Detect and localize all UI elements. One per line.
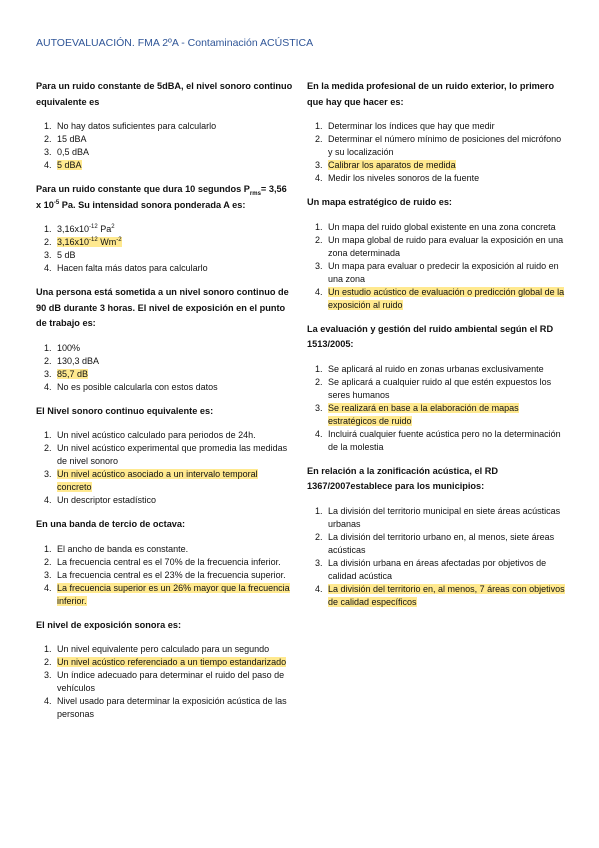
option-text: Un mapa global de ruido para evaluar la exposición en una zona determinada — [328, 234, 564, 258]
option-text: Un índice adecuado para determinar el ruido del paso de vehículos — [57, 670, 285, 693]
answer-option-correct — [307, 159, 565, 172]
option-number: 3. — [44, 147, 52, 157]
option-text: No es posible calcularla con estos datos — [57, 381, 218, 392]
option-text: La división del territorio en, al menos, 7 áreas con objetivos de calidad específicos — [328, 583, 565, 607]
option-number: 4. — [44, 582, 52, 593]
option-number: 4. — [315, 286, 323, 297]
question-text-part: -5 — [53, 199, 60, 206]
option-number: 2. — [44, 657, 52, 667]
question-block — [36, 285, 294, 394]
answer-option — [36, 355, 294, 368]
option-text: Determinar el número mínimo de posiciones del micrófono y su localización — [328, 134, 562, 157]
question-text: Para un ruido constante de 5dBA, el nivel sonoro continuo equivalente es — [36, 81, 293, 107]
answer-list — [36, 643, 294, 721]
option-number: 2. — [315, 376, 323, 387]
answer-option — [36, 133, 294, 146]
question-text: En la medida profesional de un ruido exterior, lo primero que hay que hacer es: — [307, 81, 555, 107]
question-text: El Nivel sonoro continuo equivalente es: — [36, 405, 214, 416]
left-column — [36, 79, 294, 731]
option-text: Un nivel acústico asociado a un intervalo temporal concreto — [57, 469, 258, 492]
document-title: AUTOEVALUACIÓN. FMA 2ºA - Contaminación ACÚSTICA — [36, 37, 314, 49]
answer-list — [36, 429, 294, 507]
answer-option-correct — [36, 368, 294, 381]
answer-option — [36, 543, 294, 556]
option-text — [57, 224, 115, 234]
option-text: Un nivel acústico calculado para periodos de 24h. — [57, 430, 256, 440]
question-text: Una persona está sometida a un nivel sonoro continuo de 90 dB durante 3 horas. El nivel de exposición en el punto de trabajo es: — [36, 287, 289, 328]
option-text: Calibrar los aparatos de medida — [328, 160, 456, 170]
option-number: 3. — [44, 469, 52, 479]
option-text: Un nivel acústico referenciado a un tiempo estandarizado — [57, 657, 287, 667]
answer-option — [36, 120, 294, 133]
question-text-part: rms — [249, 190, 261, 197]
question-text: En relación a la zonificación acústica, el RD 1367/2007establece para los municipios: — [307, 465, 498, 491]
option-number: 4. — [315, 173, 323, 183]
question-text-part: Pa. Su intensidad sonora ponderada A es: — [59, 199, 246, 210]
answer-option — [36, 381, 294, 394]
option-text: 15 dBA — [57, 134, 87, 144]
option-text — [57, 237, 122, 247]
answer-list — [36, 120, 294, 172]
option-number: 3. — [315, 557, 323, 568]
question-text: En una banda de tercio de octava: — [36, 519, 186, 529]
question-text: Un mapa estratégico de ruido es: — [307, 197, 452, 207]
option-number: 4. — [315, 583, 323, 594]
answer-option-correct — [36, 468, 294, 494]
answer-option — [36, 146, 294, 159]
question-block — [307, 322, 565, 454]
option-text: 5 dB — [57, 250, 76, 260]
question-text — [36, 182, 294, 213]
option-number: 4. — [44, 696, 52, 706]
question-block — [307, 195, 565, 312]
option-number: 1. — [44, 543, 52, 554]
option-text-part: -2 — [116, 237, 122, 243]
option-number: 3. — [44, 569, 52, 580]
option-number: 2. — [44, 237, 52, 247]
answer-option — [36, 262, 294, 275]
answer-option — [307, 428, 565, 454]
option-number: 1. — [315, 505, 323, 516]
answer-option — [36, 494, 294, 507]
option-text: El ancho de banda es constante. — [57, 543, 189, 554]
option-number: 3. — [315, 160, 323, 170]
answer-option — [307, 505, 565, 531]
option-text: Se aplicará al ruido en zonas urbanas exclusivamente — [328, 363, 544, 374]
option-number: 2. — [44, 443, 52, 453]
option-text: Se aplicará a cualquier ruido al que estén expuestos los seres humanos — [328, 376, 552, 400]
question-block — [36, 404, 294, 508]
option-number: 1. — [315, 221, 323, 232]
option-text-part: Wm — [97, 237, 117, 247]
answer-option-correct — [307, 402, 565, 428]
answer-list — [307, 363, 565, 454]
option-text: 100% — [57, 342, 81, 353]
option-text-part: 3,16x10 — [57, 237, 90, 247]
option-number: 2. — [315, 134, 323, 144]
question-block — [36, 517, 294, 608]
option-text: Un estudio acústico de evaluación o predicción global de la exposición al ruido — [328, 286, 565, 310]
answer-list — [307, 505, 565, 609]
option-number: 3. — [44, 368, 52, 379]
answer-option — [307, 376, 565, 402]
option-text-part: 3,16x10 — [57, 224, 90, 234]
option-number: 3. — [44, 670, 52, 680]
option-text: Un mapa del ruido global existente en una zona concreta — [328, 221, 556, 232]
option-text: La frecuencia central es el 23% de la frecuencia superior. — [57, 569, 286, 580]
answer-option-correct — [36, 656, 294, 669]
option-text-part: -12 — [89, 224, 98, 230]
option-text: Un nivel equivalente pero calculado para un segundo — [57, 644, 270, 654]
option-text: Un mapa para evaluar o predecir la exposición al ruido en una zona — [328, 260, 559, 284]
answer-list — [36, 342, 294, 394]
question-block — [36, 79, 294, 172]
option-number: 1. — [44, 644, 52, 654]
option-text: 0,5 dBA — [57, 147, 90, 157]
answer-option — [36, 249, 294, 262]
answer-list — [36, 543, 294, 608]
option-text: 85,7 dB — [57, 368, 89, 379]
option-text: La división del territorio municipal en siete áreas acústicas urbanas — [328, 505, 561, 529]
right-column — [307, 79, 565, 619]
option-number: 3. — [44, 250, 52, 260]
answer-list — [307, 221, 565, 312]
option-text-part: 2 — [111, 224, 115, 230]
question-block — [36, 182, 294, 275]
option-number: 1. — [44, 342, 52, 353]
answer-option — [36, 669, 294, 695]
question-text: El nivel de exposición sonora es: — [36, 619, 182, 630]
option-text: 130,3 dBA — [57, 355, 100, 366]
answer-option — [36, 569, 294, 582]
option-number: 1. — [44, 430, 52, 440]
option-number: 2. — [44, 134, 52, 144]
option-text: La frecuencia superior es un 26% mayor que la frecuencia inferior. — [57, 582, 290, 606]
answer-option — [36, 556, 294, 569]
option-text: Incluirá cualquier fuente acústica pero no la determinación de la molestia — [328, 428, 561, 452]
option-text: Un nivel acústico experimental que promedia las medidas de nivel sonoro — [57, 443, 288, 466]
answer-option — [36, 429, 294, 442]
option-text: Determinar los índices que hay que medir — [328, 121, 495, 131]
option-text: Nivel usado para determinar la exposición acústica de las personas — [57, 696, 287, 719]
answer-list — [36, 223, 294, 275]
option-number: 3. — [315, 260, 323, 271]
answer-option — [36, 342, 294, 355]
option-text: 5 dBA — [57, 160, 82, 170]
option-number: 4. — [44, 381, 52, 392]
answer-option — [307, 172, 565, 185]
option-number: 1. — [44, 224, 52, 234]
option-text: La frecuencia central es el 70% de la frecuencia inferior. — [57, 556, 281, 567]
question-block — [307, 79, 565, 185]
option-text-part: Pa — [97, 224, 112, 234]
question-text: La evaluación y gestión del ruido ambiental según el RD 1513/2005: — [307, 323, 554, 349]
option-text: La división urbana en áreas afectadas por objetivos de calidad acústica — [328, 557, 547, 581]
answer-option-correct — [36, 582, 294, 608]
answer-option-correct — [36, 159, 294, 172]
option-number: 2. — [44, 556, 52, 567]
option-text: Un descriptor estadístico — [57, 495, 157, 505]
answer-option — [36, 643, 294, 656]
answer-option — [307, 363, 565, 376]
option-number: 2. — [315, 234, 323, 245]
option-text: Se realizará en base a la elaboración de mapas estratégicos de ruido — [328, 402, 519, 426]
answer-option — [307, 260, 565, 286]
option-number: 1. — [44, 121, 52, 131]
question-text-part: Para un ruido constante que dura 10 segundos P — [36, 184, 250, 194]
option-number: 4. — [44, 160, 52, 170]
answer-option — [36, 223, 294, 236]
question-text-part: = 3,56 x 10 — [36, 184, 287, 210]
answer-list — [307, 120, 565, 185]
question-block — [307, 464, 565, 609]
answer-option — [36, 442, 294, 468]
option-number: 2. — [315, 531, 323, 542]
answer-option — [307, 133, 565, 159]
question-block — [36, 618, 294, 722]
answer-option — [307, 221, 565, 234]
answer-option — [307, 120, 565, 133]
answer-option — [307, 531, 565, 557]
option-number: 4. — [44, 263, 52, 273]
option-text: No hay datos suficientes para calcularlo — [57, 121, 217, 131]
answer-option — [36, 695, 294, 721]
answer-option — [307, 234, 565, 260]
option-text: La división del territorio urbano en, al menos, siete áreas acústicas — [328, 531, 555, 555]
option-number: 4. — [315, 428, 323, 439]
answer-option — [307, 557, 565, 583]
answer-option-correct — [36, 236, 294, 249]
option-number: 2. — [44, 355, 52, 366]
option-number: 1. — [315, 363, 323, 374]
option-number: 1. — [315, 121, 323, 131]
option-number: 4. — [44, 495, 52, 505]
option-text-part: -12 — [89, 237, 98, 243]
answer-option-correct — [307, 286, 565, 312]
option-text: Hacen falta más datos para calcularlo — [57, 263, 208, 273]
answer-option-correct — [307, 583, 565, 609]
option-text: Medir los niveles sonoros de la fuente — [328, 173, 480, 183]
option-number: 3. — [315, 402, 323, 413]
